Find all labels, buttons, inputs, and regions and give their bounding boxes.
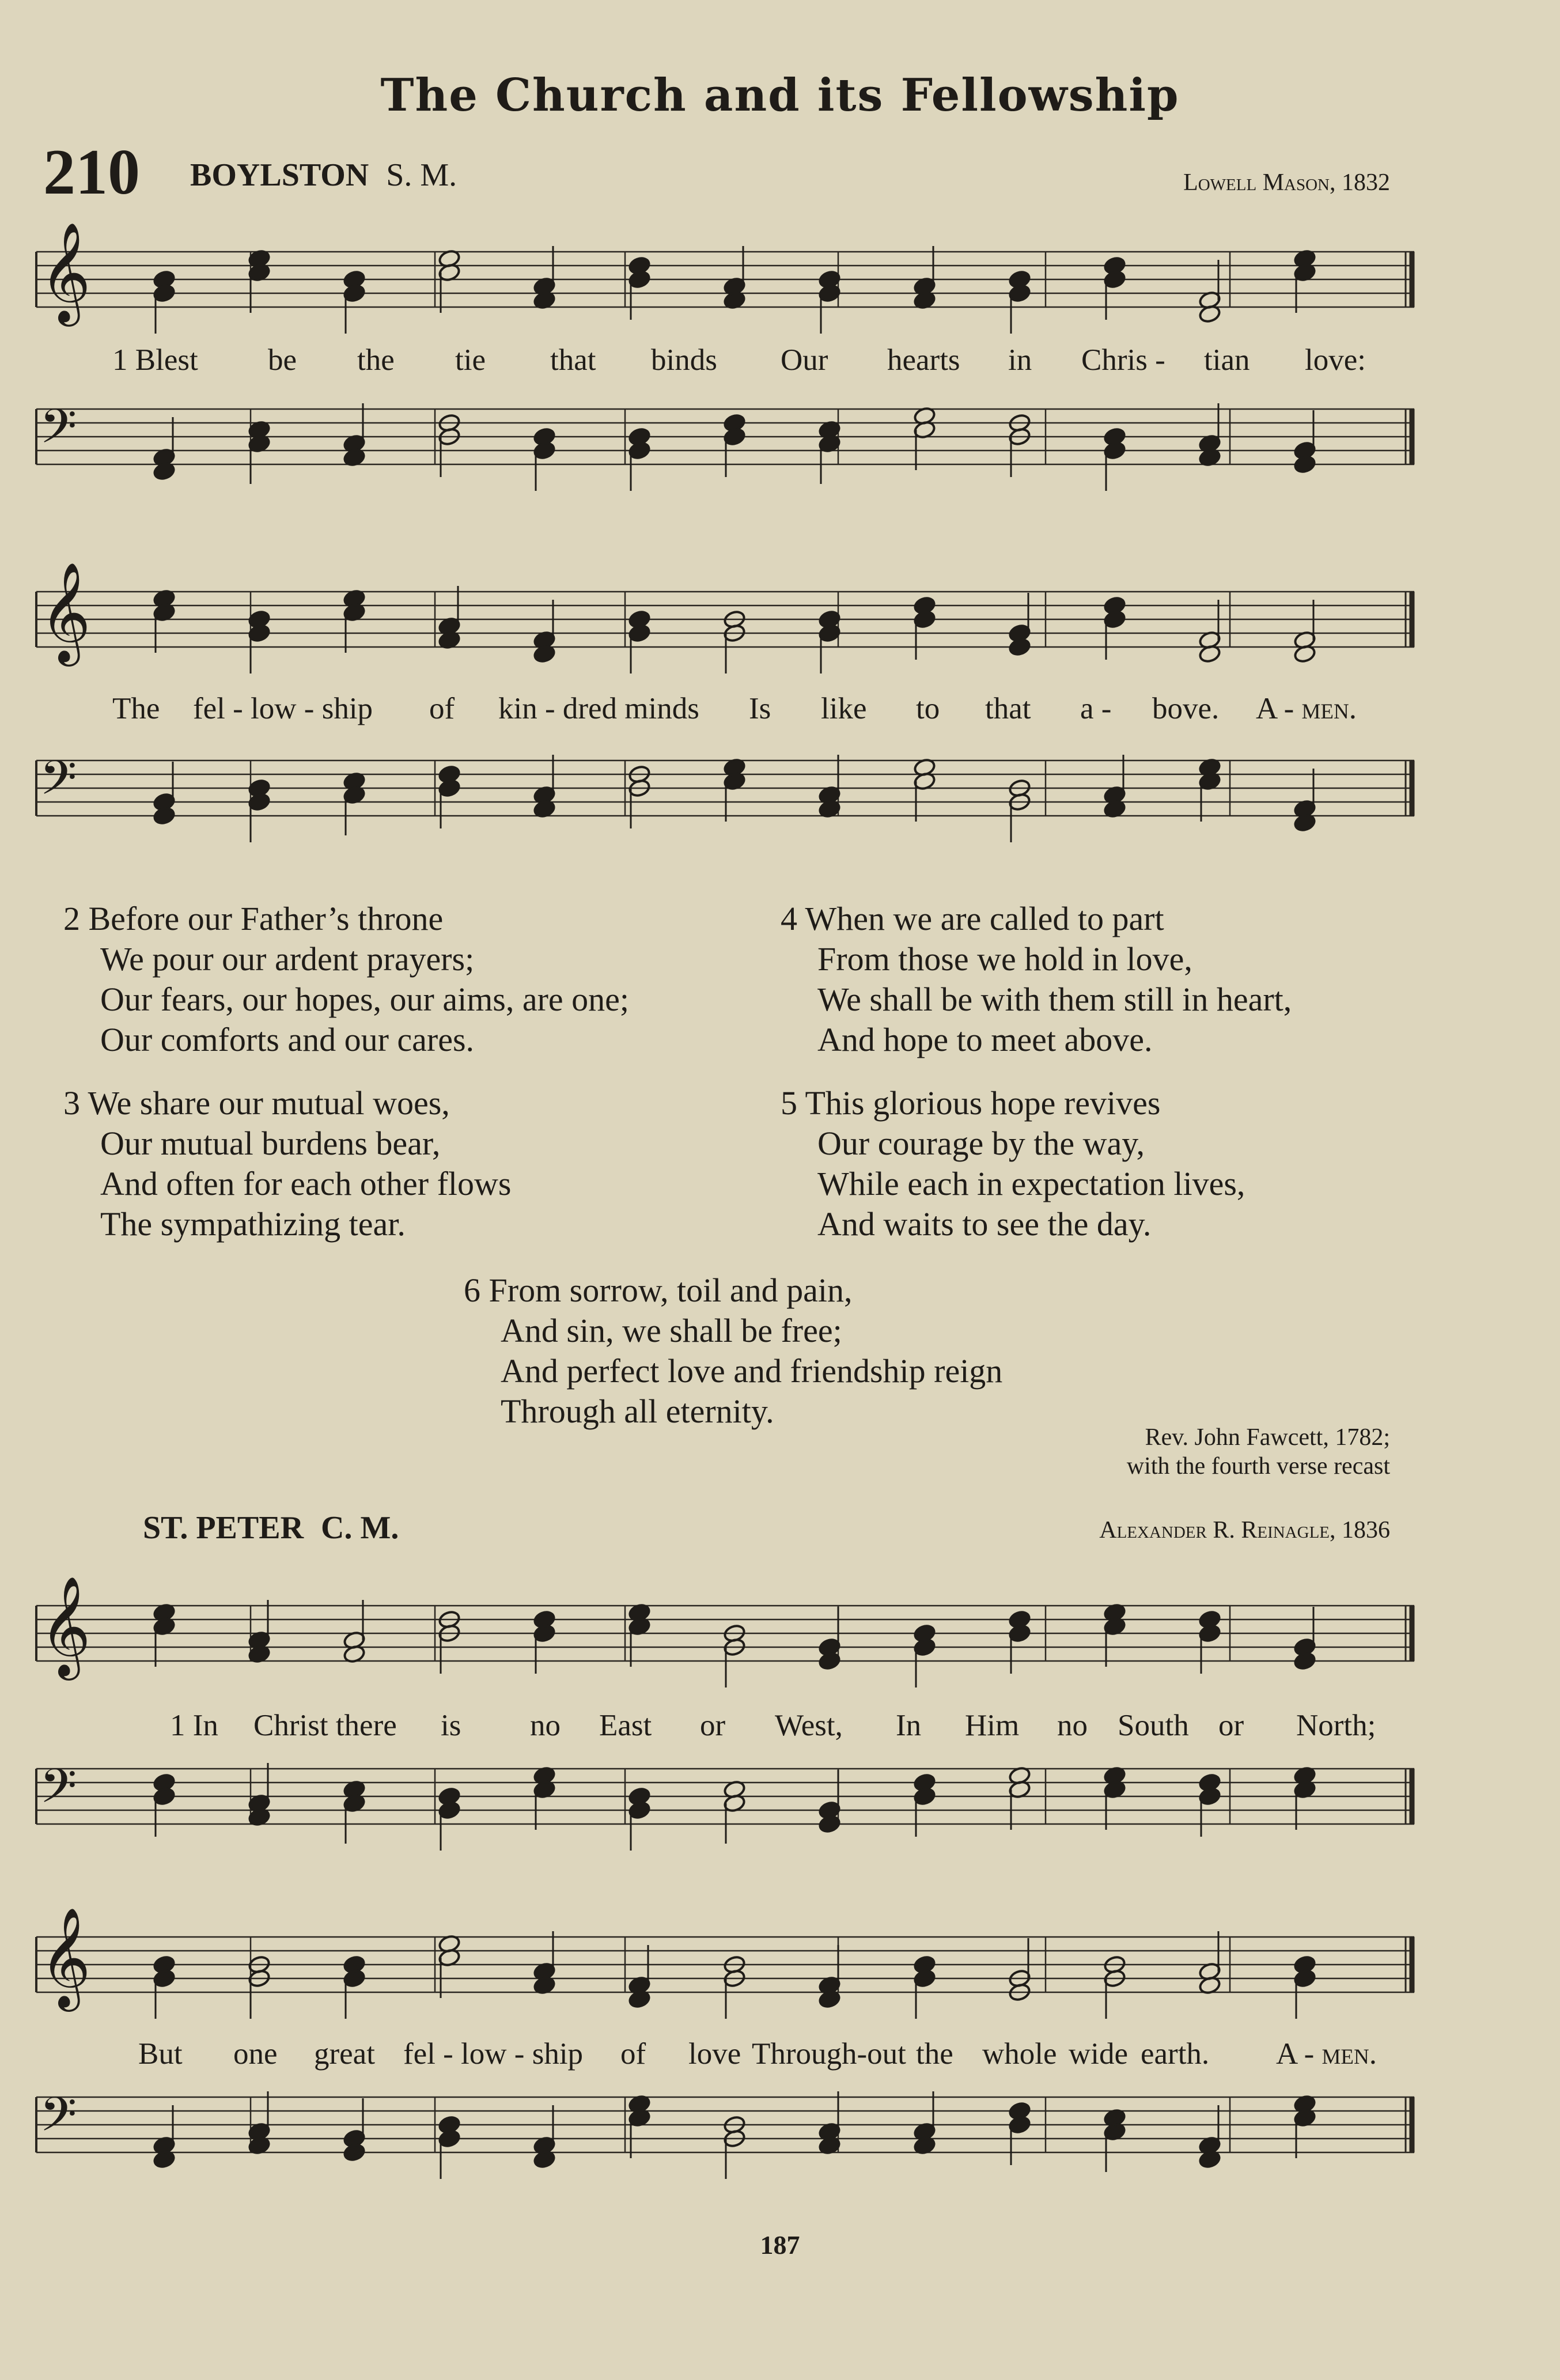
verse-line: And often for each other flows bbox=[100, 1165, 512, 1202]
lyric: or bbox=[700, 1709, 726, 1742]
treble-staff bbox=[32, 1564, 1420, 1702]
verse-line: 2 Before our Father’s throne bbox=[63, 900, 444, 937]
verse-line: And sin, we shall be free; bbox=[501, 1312, 842, 1349]
treble-staff bbox=[32, 553, 1420, 686]
lyric: tie bbox=[455, 343, 486, 377]
tune-name bbox=[190, 157, 457, 194]
svg-text:𝄞: 𝄞 bbox=[40, 1907, 91, 2008]
treble-staff bbox=[32, 213, 1420, 346]
verse-line: Our courage by the way, bbox=[817, 1125, 1145, 1162]
svg-text:𝄢: 𝄢 bbox=[40, 2086, 77, 2154]
lyric: 1 Blest bbox=[112, 343, 198, 377]
lyric: great bbox=[314, 2037, 375, 2071]
hymn-number: 210 bbox=[43, 137, 140, 208]
svg-text:𝄞: 𝄞 bbox=[40, 1576, 91, 1677]
verse-line: Our mutual burdens bear, bbox=[100, 1125, 441, 1162]
lyric: to bbox=[916, 692, 940, 725]
verse-3 bbox=[63, 1083, 511, 1244]
svg-text:𝄞: 𝄞 bbox=[40, 562, 91, 663]
lyric: is bbox=[441, 1709, 461, 1742]
verse-line: 6 From sorrow, toil and pain, bbox=[464, 1272, 853, 1309]
verse-line: We shall be with them still in heart, bbox=[817, 981, 1292, 1018]
lyrics-line bbox=[32, 691, 1420, 732]
verse-6 bbox=[464, 1270, 1002, 1432]
lyric: Our bbox=[781, 343, 828, 377]
bass-staff bbox=[32, 386, 1420, 542]
lyric: Is bbox=[749, 692, 771, 725]
bass-staff bbox=[32, 737, 1420, 899]
lyric: that bbox=[985, 692, 1031, 725]
verse-line: Through all eternity. bbox=[501, 1393, 774, 1430]
verse-line: And perfect love and friendship reign bbox=[501, 1352, 1003, 1390]
verse-line: From those we hold in love, bbox=[817, 940, 1192, 978]
svg-text:𝄢: 𝄢 bbox=[40, 750, 77, 818]
lyric: like bbox=[821, 692, 867, 725]
author-credit bbox=[1127, 1423, 1390, 1481]
lyric: bove. bbox=[1152, 692, 1220, 725]
lyric: in bbox=[1008, 343, 1032, 377]
treble-staff bbox=[32, 1895, 1420, 2034]
lyric: But bbox=[138, 2037, 183, 2071]
verse-line: 4 When we are called to part bbox=[781, 900, 1164, 937]
lyric: kin - dred minds bbox=[498, 692, 699, 725]
lyric: The bbox=[112, 692, 160, 725]
lyrics-line bbox=[32, 2037, 1420, 2077]
lyric: or bbox=[1218, 1709, 1244, 1742]
verse-line: 3 We share our mutual woes, bbox=[63, 1084, 450, 1122]
lyric: earth. bbox=[1141, 2037, 1210, 2071]
lyric: one bbox=[233, 2037, 278, 2071]
page-number: 187 bbox=[760, 2230, 800, 2260]
verse-2 bbox=[63, 899, 629, 1060]
verse-line: While each in expectation lives, bbox=[817, 1165, 1245, 1202]
verse-line: 5 This glorious hope revives bbox=[781, 1084, 1161, 1122]
lyric: West, bbox=[775, 1709, 843, 1742]
tune-title: ST. PETER bbox=[143, 1510, 304, 1546]
lyric: wide bbox=[1069, 2037, 1129, 2071]
lyric: be bbox=[268, 343, 297, 377]
lyric: binds bbox=[651, 343, 717, 377]
svg-text:𝄞: 𝄞 bbox=[40, 222, 91, 323]
lyric: In bbox=[896, 1709, 922, 1742]
lyric: fel - low - ship bbox=[403, 2037, 584, 2071]
lyric: Through-out bbox=[752, 2037, 906, 2071]
verse-4 bbox=[781, 899, 1292, 1060]
lyric: Christ there bbox=[253, 1709, 397, 1742]
lyric: no bbox=[1057, 1709, 1088, 1742]
lyric: 1 In bbox=[170, 1709, 218, 1742]
lyrics-line bbox=[32, 1708, 1420, 1749]
lyric: love: bbox=[1305, 343, 1366, 377]
lyric: whole bbox=[982, 2037, 1057, 2071]
lyric: no bbox=[530, 1709, 561, 1742]
lyric: the bbox=[357, 343, 395, 377]
verse-line: We pour our ardent prayers; bbox=[100, 940, 475, 978]
author-line: with the fourth verse recast bbox=[1126, 1453, 1390, 1480]
author-line: Rev. John Fawcett, 1782; bbox=[1145, 1424, 1390, 1451]
lyric: East bbox=[599, 1709, 652, 1742]
lyric: South bbox=[1118, 1709, 1189, 1742]
verse-line: Our fears, our hopes, our aims, are one; bbox=[100, 981, 630, 1018]
lyric: hearts bbox=[887, 343, 960, 377]
tune-meter: S. M. bbox=[386, 157, 457, 193]
tune-meter: C. M. bbox=[321, 1510, 399, 1546]
lyric: Chris - bbox=[1081, 343, 1165, 377]
lyric-amen: A - men. bbox=[1276, 2037, 1377, 2071]
lyric: of bbox=[429, 692, 455, 725]
verse-line: Our comforts and our cares. bbox=[100, 1021, 475, 1058]
svg-text:𝄢: 𝄢 bbox=[40, 398, 77, 466]
verse-line: And hope to meet above. bbox=[817, 1021, 1153, 1058]
lyric: Him bbox=[965, 1709, 1020, 1742]
lyric: that bbox=[550, 343, 596, 377]
bass-staff bbox=[32, 2074, 1420, 2224]
lyric: the bbox=[916, 2037, 953, 2071]
composer-credit: Alexander R. Reinagle, 1836 bbox=[1099, 1517, 1390, 1543]
lyric-amen: A - men. bbox=[1256, 692, 1357, 725]
lyric: of bbox=[620, 2037, 646, 2071]
tune-title: BOYLSTON bbox=[190, 157, 369, 193]
verse-line: The sympathizing tear. bbox=[100, 1205, 406, 1243]
verse-5 bbox=[781, 1083, 1245, 1244]
lyric: fel - low - ship bbox=[193, 692, 373, 725]
bass-staff bbox=[32, 1746, 1420, 1878]
lyric: North; bbox=[1296, 1709, 1376, 1742]
lyric: tian bbox=[1204, 343, 1250, 377]
tune-name bbox=[143, 1509, 399, 1546]
lyric: love bbox=[688, 2037, 741, 2071]
svg-text:𝄢: 𝄢 bbox=[40, 1758, 77, 1826]
lyrics-line bbox=[32, 343, 1420, 383]
verse-line: And waits to see the day. bbox=[817, 1205, 1152, 1243]
section-header: The Church and its Fellowship bbox=[380, 69, 1180, 122]
lyric: a - bbox=[1080, 692, 1112, 725]
composer-credit: Lowell Mason, 1832 bbox=[1183, 169, 1390, 196]
